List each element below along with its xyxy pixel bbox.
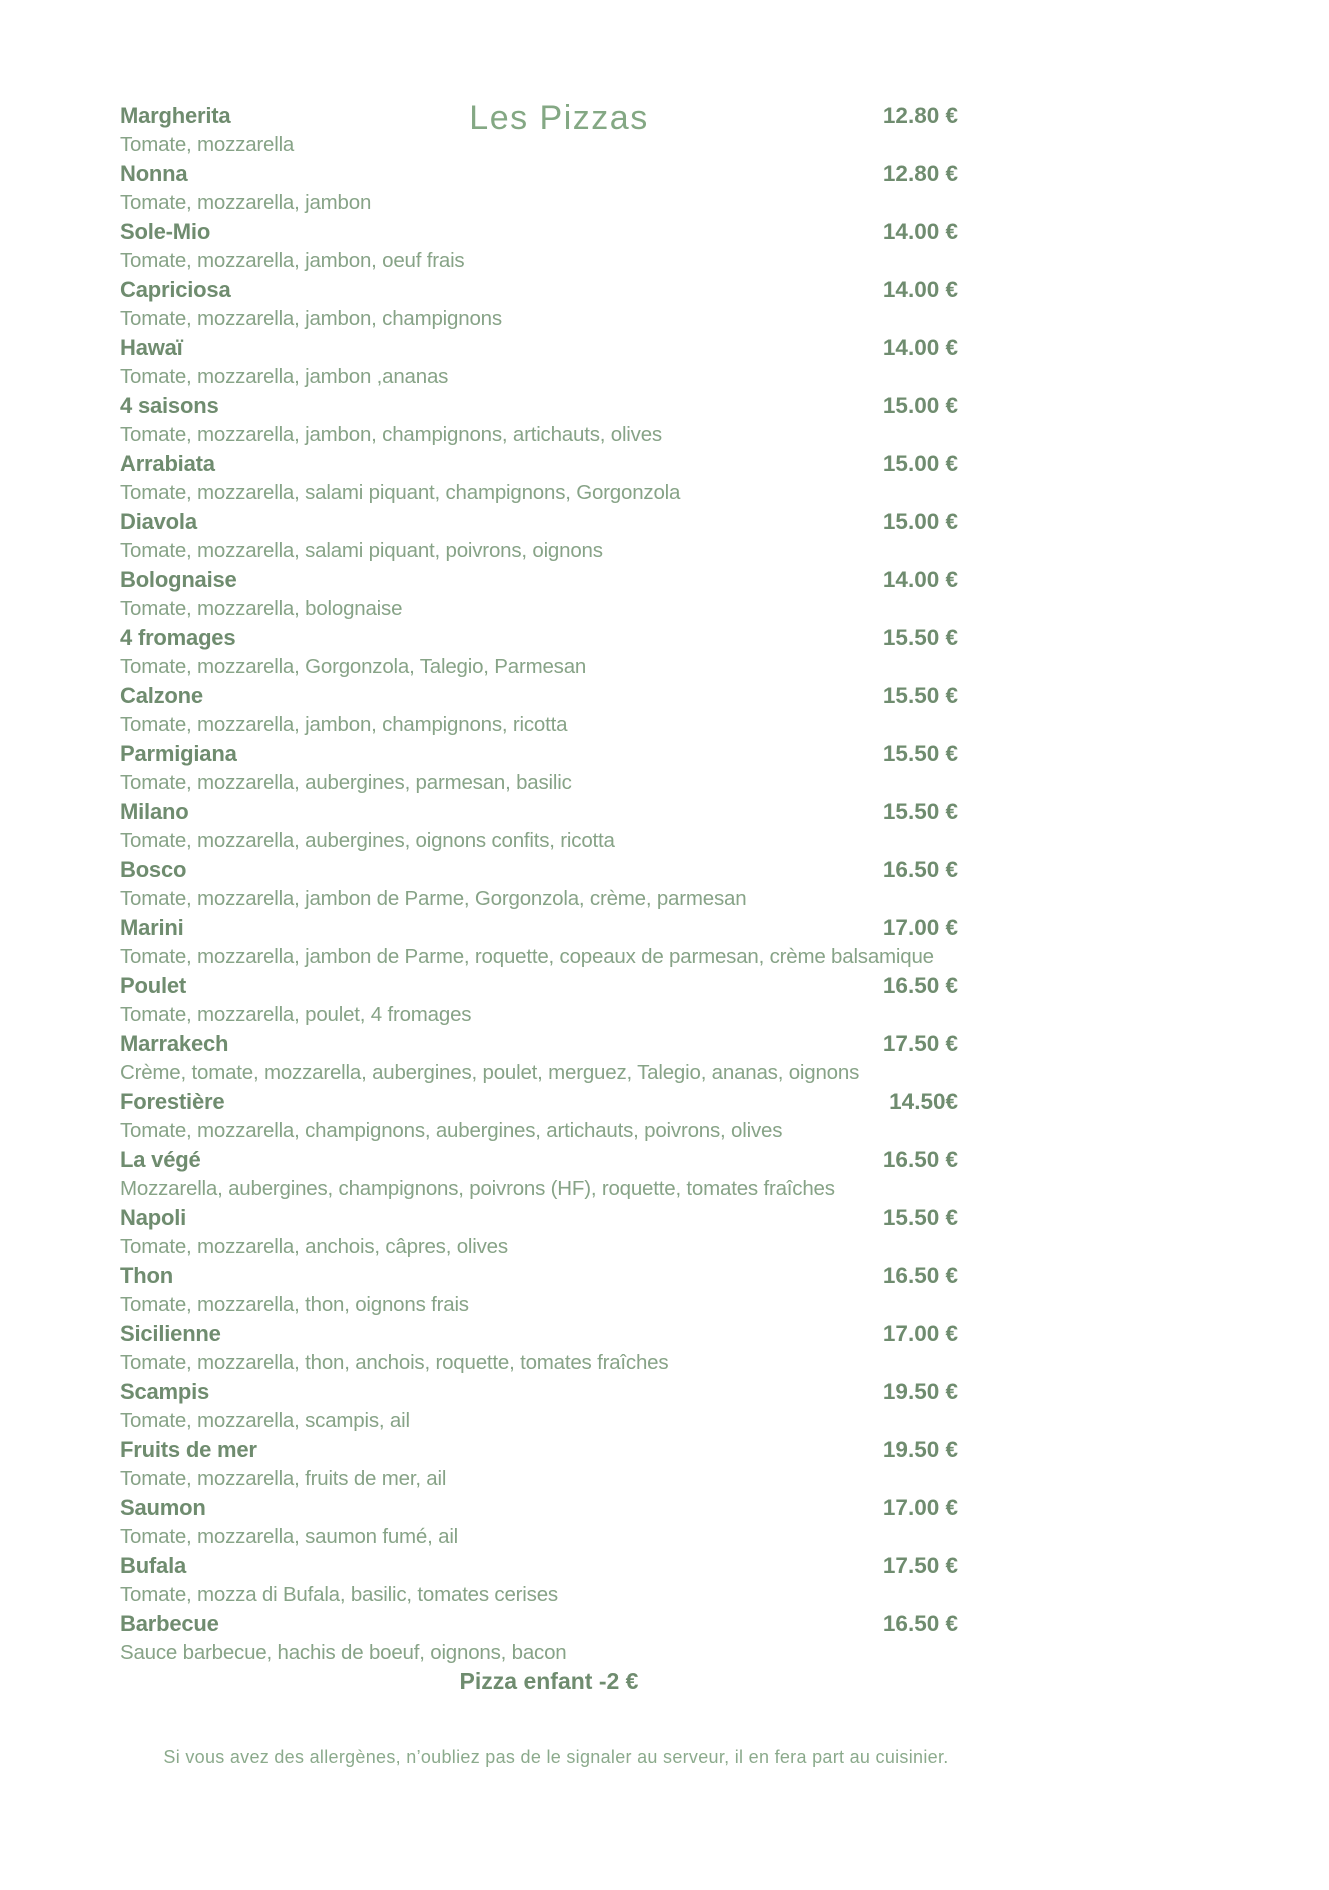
menu-item-row [120,797,958,826]
pizza-price: 14.00 € [882,219,958,244]
menu-item [120,391,958,449]
pizza-price: 19.50 € [882,1379,958,1404]
pizza-name: La végé [120,1147,201,1172]
menu-item [120,507,958,565]
menu-item [120,739,958,797]
menu-item-row [120,449,958,478]
pizza-name: Poulet [120,973,187,998]
pizza-name: Diavola [120,509,197,534]
pizza-description: Tomate, mozzarella, jambon, champignons [120,307,502,330]
pizza-price: 16.50 € [882,1147,958,1172]
menu-item [120,681,958,739]
pizza-price: 12.80 € [882,161,958,186]
menu-item-row [120,1145,958,1174]
pizza-list [120,101,958,1769]
pizza-price: 17.00 € [882,1321,958,1346]
pizza-price: 19.50 € [882,1437,958,1462]
pizza-price: 15.50 € [882,683,958,708]
pizza-name: Saumon [120,1495,206,1520]
menu-item-row [120,1435,958,1464]
menu-item [120,1551,958,1609]
menu-item-row [120,101,958,130]
pizza-name: Sicilienne [120,1321,221,1346]
menu-item [120,1493,958,1551]
pizza-description: Tomate, mozzarella, champignons, aubergines, artichauts, poivrons, olives [120,1119,783,1142]
pizza-description: Tomate, mozzarella, scampis, ail [120,1409,410,1432]
menu-item-row [120,855,958,884]
menu-item-row [120,391,958,420]
menu-item [120,1087,958,1145]
page-title: Les Pizzas [469,98,649,137]
pizza-price: 15.50 € [882,799,958,824]
pizza-description: Tomate, mozzarella, anchois, câpres, olives [120,1235,508,1258]
pizza-name: Nonna [120,161,188,186]
pizza-price: 17.00 € [882,915,958,940]
pizza-price: 12.80 € [882,103,958,128]
pizza-name: Napoli [120,1205,187,1230]
pizza-name: Milano [120,799,189,824]
menu-item-row [120,971,958,1000]
pizza-description: Tomate, mozzarella, aubergines, oignons confits, ricotta [120,829,615,852]
pizza-description: Tomate, mozza di Bufala, basilic, tomates cerises [120,1583,558,1606]
pizza-description: Tomate, mozzarella, bolognaise [120,597,403,620]
menu-item-row [120,217,958,246]
pizza-description: Tomate, mozzarella, aubergines, parmesan, basilic [120,771,572,794]
pizza-description: Tomate, mozzarella, Gorgonzola, Talegio, Parmesan [120,655,587,678]
menu-item [120,623,958,681]
pizza-description: Tomate, mozzarella, jambon de Parme, roquette, copeaux de parmesan, crème balsamique [120,945,934,968]
menu-item-row [120,739,958,768]
menu-item-row [120,681,958,710]
pizza-description: Tomate, mozzarella, jambon de Parme, Gorgonzola, crème, parmesan [120,887,747,910]
pizza-name: Bosco [120,857,187,882]
pizza-name: Bolognaise [120,567,237,592]
pizza-description: Tomate, mozzarella, saumon fumé, ail [120,1525,459,1548]
pizza-price: 17.00 € [882,1495,958,1520]
pizza-name: Fruits de mer [120,1437,257,1462]
pizza-price: 15.00 € [882,509,958,534]
pizza-name: Marini [120,915,184,940]
menu-item-row [120,1609,958,1638]
pizza-price: 15.50 € [882,625,958,650]
menu-item-row [120,1551,958,1580]
menu-item [120,855,958,913]
pizza-price: 15.50 € [882,1205,958,1230]
menu-item-row [120,1261,958,1290]
pizza-price: 14.00 € [882,277,958,302]
pizza-description: Tomate, mozzarella, jambon ,ananas [120,365,449,388]
pizza-name: Bufala [120,1553,187,1578]
pizza-name: Calzone [120,683,203,708]
menu-item [120,913,958,971]
pizza-price: 17.50 € [882,1031,958,1056]
menu-item-row [120,913,958,942]
pizza-name: 4 saisons [120,393,219,418]
pizza-description: Sauce barbecue, hachis de boeuf, oignons, bacon [120,1641,567,1664]
menu-item [120,1261,958,1319]
pizza-price: 16.50 € [882,1611,958,1636]
pizza-price: 17.50 € [882,1553,958,1578]
pizza-description: Tomate, mozzarella [120,133,295,156]
menu-item [120,971,958,1029]
pizza-name: Margherita [120,103,231,128]
menu-item [120,449,958,507]
menu-item [120,1203,958,1261]
menu-item-row [120,1203,958,1232]
pizza-name: Arrabiata [120,451,215,476]
pizza-description: Tomate, mozzarella, jambon, champignons, ricotta [120,713,568,736]
pizza-description: Tomate, mozzarella, thon, oignons frais [120,1293,469,1316]
menu-item-row [120,1029,958,1058]
menu-item [120,1377,958,1435]
pizza-price: 15.50 € [882,741,958,766]
pizza-price: 14.00 € [882,567,958,592]
menu-item [120,333,958,391]
pizza-name: Scampis [120,1379,210,1404]
pizza-description: Crème, tomate, mozzarella, aubergines, poulet, merguez, Talegio, ananas, oignons [120,1061,860,1084]
pizza-description: Tomate, mozzarella, fruits de mer, ail [120,1467,447,1490]
pizza-description: Mozzarella, aubergines, champignons, poivrons (HF), roquette, tomates fraîches [120,1177,835,1200]
kids-pizza-note: Pizza enfant -2 € [459,1668,639,1694]
allergen-footer-note: Si vous avez des allergènes, n’oubliez pas de le signaler au serveur, il en fera part au cuisinier. [163,1747,949,1767]
menu-item [120,101,958,159]
pizza-name: Hawaï [120,335,183,360]
pizza-name: Marrakech [120,1031,229,1056]
pizza-description: Tomate, mozzarella, jambon, oeuf frais [120,249,465,272]
menu-item-row [120,159,958,188]
pizza-price: 16.50 € [882,857,958,882]
menu-item [120,159,958,217]
pizza-description: Tomate, mozzarella, jambon, champignons, artichauts, olives [120,423,662,446]
pizza-name: Capriciosa [120,277,231,302]
pizza-price: 16.50 € [882,973,958,998]
menu-item-row [120,1319,958,1348]
pizza-name: 4 fromages [120,625,236,650]
pizza-description: Tomate, mozzarella, jambon [120,191,372,214]
pizza-name: Sole-Mio [120,219,211,244]
menu-item-row [120,1377,958,1406]
pizza-price: 16.50 € [882,1263,958,1288]
menu-item-row [120,623,958,652]
pizza-price: 15.00 € [882,451,958,476]
pizza-name: Parmigiana [120,741,237,766]
menu-item [120,275,958,333]
menu-item [120,1319,958,1377]
pizza-name: Forestière [120,1089,225,1114]
menu-item-row [120,1087,958,1116]
menu-item [120,1145,958,1203]
menu-item [120,1029,958,1087]
menu-item-row [120,275,958,304]
pizza-description: Tomate, mozzarella, salami piquant, champignons, Gorgonzola [120,481,681,504]
pizza-name: Thon [120,1263,173,1288]
menu-item [120,797,958,855]
menu-item-row [120,565,958,594]
pizza-price: 15.00 € [882,393,958,418]
menu-item-row [120,507,958,536]
pizza-name: Barbecue [120,1611,219,1636]
menu-item [120,1435,958,1493]
pizza-description: Tomate, mozzarella, poulet, 4 fromages [120,1003,472,1026]
menu-item-row [120,333,958,362]
pizza-price: 14.00 € [882,335,958,360]
menu-item [120,1609,958,1667]
menu-item [120,217,958,275]
menu-item-row [120,1493,958,1522]
menu-item [120,565,958,623]
pizza-description: Tomate, mozzarella, thon, anchois, roquette, tomates fraîches [120,1351,669,1374]
pizza-price: 14.50€ [882,1089,958,1114]
pizza-description: Tomate, mozzarella, salami piquant, poivrons, oignons [120,539,603,562]
